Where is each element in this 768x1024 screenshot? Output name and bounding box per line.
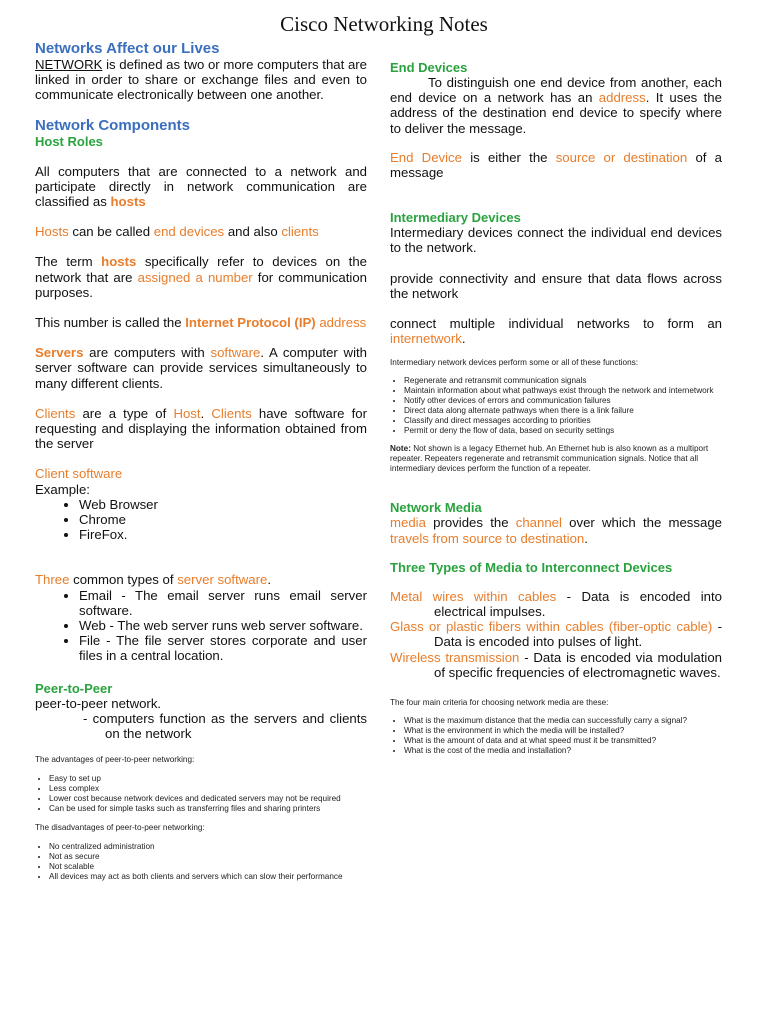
heading-networks-affect: Networks Affect our Lives	[35, 40, 220, 57]
para-intermediary-2: provide connectivity and ensure that data flows across the network	[390, 270, 722, 301]
p2p-advantages	[35, 755, 367, 882]
para-term-hosts: The term hosts specifically refer to devices on the network that are assigned a number for communication purposes.	[35, 254, 367, 300]
para-end-devices: To distinguish one end device from another, each end device on a network has an address. It uses the address of the destination end device to specify where to deliver the message.	[390, 75, 722, 136]
browser-list	[35, 497, 367, 543]
list-item: • Notify other devices of errors and communication failures	[404, 396, 722, 406]
list-item: • File - The file server stores corporate and user files in a central location.	[79, 633, 367, 663]
advantages-title: The advantages of peer-to-peer networking:	[35, 755, 195, 765]
criteria-title: The four main criteria for choosing network media are these:	[390, 698, 609, 708]
para-hosts-called: Hosts can be called end devices and also clients	[35, 224, 319, 240]
heading-peer-to-peer: Peer-to-Peer	[35, 680, 113, 696]
disadvantages-title: The disadvantages of peer-to-peer networking:	[35, 823, 205, 833]
list-item: • Web Browser	[79, 497, 367, 512]
list-item: • Can be used for simple tasks such as transferring files and sharing printers	[49, 804, 367, 814]
list-item: • Direct data along alternate pathways when there is a link failure	[404, 406, 722, 416]
para-end-device-source: End Device is either the source or destination of a message	[390, 149, 722, 181]
p2p-text: peer-to-peer network.	[35, 695, 162, 711]
page-title: Cisco Networking Notes	[280, 12, 488, 36]
para-ip-address: This number is called the Internet Protocol (IP) address	[35, 315, 367, 331]
list-item: • What is the maximum distance that the media can successfully carry a signal?	[404, 716, 722, 726]
list-item: • Email - The email server runs email server software.	[79, 588, 367, 618]
note-text: Note: Not shown is a legacy Ethernet hub. An Ethernet hub is also known as a multiport repeater. Repeaters regenerate and retransmit communication signals. Notice that all intermediary devices perform the function of a repeater.	[390, 444, 709, 474]
list-item: • What is the cost of the media and installation?	[404, 746, 722, 756]
p2p-dash-item: - computers function as the servers and clients on the network	[83, 710, 367, 742]
list-item: • Web - The web server runs web server software.	[79, 618, 367, 633]
list-item: • Permit or deny the flow of data, based on security settings	[404, 426, 722, 436]
heading-three-media-types: Three Types of Media to Interconnect Devices	[390, 559, 673, 575]
list-item: • Lower cost because network devices and dedicated servers may not be required	[49, 794, 367, 804]
list-item: • All devices may act as both clients and servers which can slow their performance	[49, 872, 367, 882]
media-type-fiber: Glass or plastic fibers within cables (fiber-optic cable) - Data is encoded into pulses of light.	[390, 619, 722, 650]
list-item: • Classify and direct messages according to priorities	[404, 416, 722, 426]
right-column	[390, 60, 722, 756]
list-item: • Easy to set up	[49, 774, 367, 784]
list-item: • Regenerate and retransmit communication signals	[404, 376, 722, 386]
media-type-wireless: Wireless transmission - Data is encoded via modulation of specific frequencies of electromagnetic waves.	[390, 649, 722, 680]
para-intermediary-1: Intermediary devices connect the individual end devices to the network.	[390, 225, 722, 256]
para-servers: Servers are computers with software. A computer with server software can provide services simultaneously to many different clients.	[35, 345, 368, 391]
network-definition: NETWORK is defined as two or more computers that are linked in order to share or exchange files and even to communicate electronically between one another.	[35, 57, 368, 103]
list-item: • Maintain information about what pathways exist through the network and internetwork	[404, 386, 722, 396]
para-clients: Clients are a type of Host. Clients have software for requesting and displaying the information obtained from the server	[35, 405, 368, 452]
server-type-list	[35, 588, 367, 664]
left-column	[35, 40, 367, 882]
list-item: • What is the environment in which the media will be installed?	[404, 726, 722, 736]
list-item: • Not as secure	[49, 852, 367, 862]
list-item: • Less complex	[49, 784, 367, 794]
functions-title: Intermediary network devices perform some or all of these functions:	[390, 358, 639, 368]
list-item: • Chrome	[79, 512, 367, 527]
client-software-label: Client software	[35, 466, 123, 482]
media-criteria	[390, 698, 722, 756]
heading-end-devices: End Devices	[390, 60, 468, 75]
para-all-computers: All computers that are connected to a network and participate directly in network communication are classified as hosts	[35, 163, 367, 210]
media-type-metal: Metal wires within cables - Data is encoded into electrical impulses.	[390, 588, 722, 620]
list-item: • No centralized administration	[49, 842, 367, 852]
example-label: Example:	[35, 481, 90, 497]
list-item: • FireFox.	[79, 527, 367, 542]
heading-host-roles: Host Roles	[35, 133, 103, 149]
para-three-types: Three common types of server software.	[35, 572, 272, 588]
list-item: • Not scalable	[49, 862, 367, 872]
heading-network-media: Network Media	[390, 500, 482, 516]
heading-network-components: Network Components	[35, 116, 191, 134]
intermediary-functions	[390, 358, 722, 474]
para-media: media provides the channel over which the message travels from source to destination.	[390, 515, 722, 546]
list-item: • What is the amount of data and at what speed must it be transmitted?	[404, 736, 722, 746]
para-intermediary-3: connect multiple individual networks to form an internetwork.	[390, 316, 722, 347]
heading-intermediary-devices: Intermediary Devices	[390, 210, 521, 226]
